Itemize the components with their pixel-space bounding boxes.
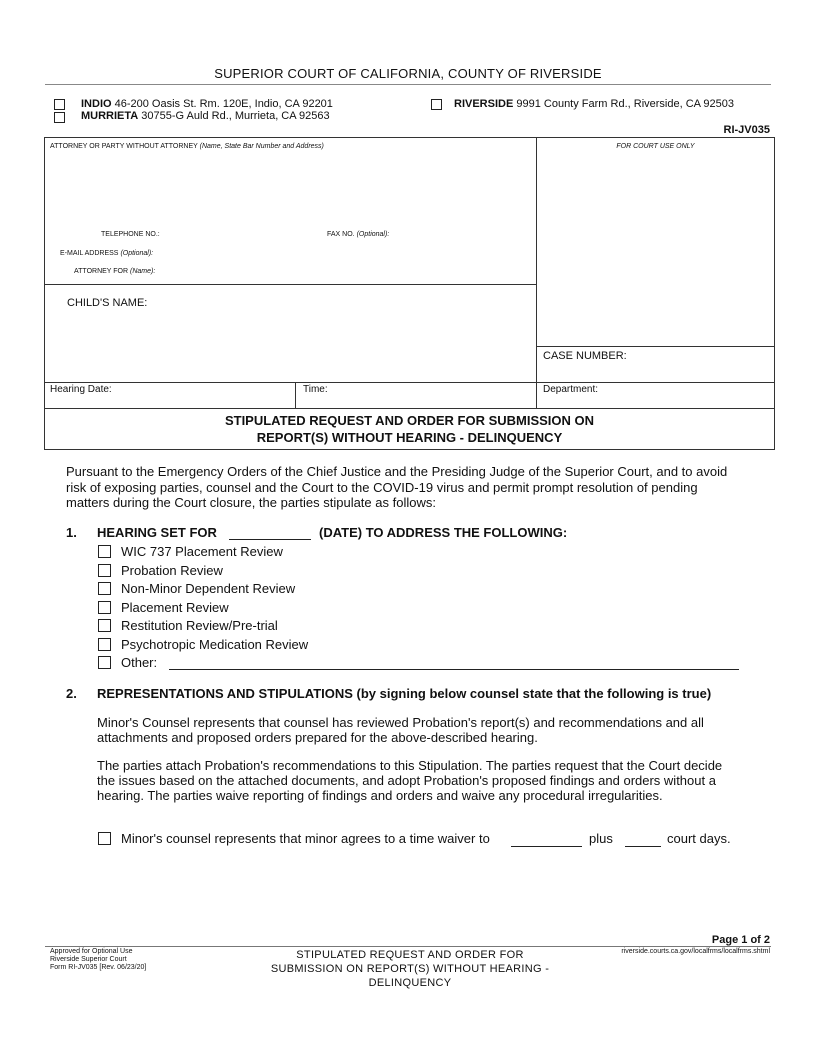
psychotropic-medication-checkbox[interactable] xyxy=(98,638,111,651)
email-field[interactable] xyxy=(172,246,530,260)
other-blank[interactable] xyxy=(169,669,739,670)
riverside-location: RIVERSIDE 9991 County Farm Rd., Riverside, CA 92503 xyxy=(454,98,735,110)
attorney-field[interactable] xyxy=(50,152,530,224)
attorney-label: ATTORNEY OR PARTY WITHOUT ATTORNEY (Name, State Bar Number and Address) xyxy=(50,143,324,150)
option-non-minor-dependent: Non-Minor Dependent Review xyxy=(121,581,296,596)
fax-label: FAX NO. (Optional): xyxy=(327,231,390,238)
footer-title-line1: STIPULATED REQUEST AND ORDER FOR xyxy=(296,949,524,961)
restitution-review-checkbox[interactable] xyxy=(98,619,111,632)
indio-location: INDIO 46-200 Oasis St. Rm. 120E, Indio, CA 92201 xyxy=(81,98,333,110)
hearing-date-blank[interactable] xyxy=(229,539,311,540)
option-placement-review: Placement Review xyxy=(121,600,229,615)
hearing-date-label: Hearing Date: xyxy=(50,384,112,395)
hearing-row-bottom xyxy=(44,408,775,409)
time-field[interactable] xyxy=(335,384,530,406)
section1-heading-suffix: (DATE) TO ADDRESS THE FOLLOWING: xyxy=(319,525,568,540)
attorney-for-label: ATTORNEY FOR (Name): xyxy=(74,268,156,275)
murrieta-location: MURRIETA 30755-G Auld Rd., Murrieta, CA 92563 xyxy=(81,110,330,122)
time-waiver-checkbox[interactable] xyxy=(98,832,111,845)
fax-field[interactable] xyxy=(400,227,530,241)
placement-review-checkbox[interactable] xyxy=(98,601,111,614)
court-days-blank[interactable] xyxy=(625,846,661,847)
court-use-bottom xyxy=(536,346,775,347)
waiver-suffix: court days. xyxy=(667,831,731,846)
hearing-date-field[interactable] xyxy=(120,384,290,406)
attorney-section-bottom xyxy=(44,284,536,285)
hearing-row-top xyxy=(44,382,775,383)
child-name-label: CHILD'S NAME: xyxy=(67,297,148,309)
footer-title-line3: DELINQUENCY xyxy=(368,977,452,989)
para1-line2: attachments and proposed orders prepared for the above-described hearing. xyxy=(97,730,538,745)
para2-line1: The parties attach Probation's recommendations to this Stipulation. The parties request that the Court decide xyxy=(97,758,723,773)
option-wic-737: WIC 737 Placement Review xyxy=(121,544,283,559)
email-label: E-MAIL ADDRESS (Optional): xyxy=(60,250,154,257)
approved-block xyxy=(50,948,146,972)
department-label: Department: xyxy=(543,384,599,395)
child-name-field[interactable] xyxy=(150,292,530,374)
indio-checkbox[interactable] xyxy=(54,99,65,110)
case-number-label: CASE NUMBER: xyxy=(543,350,627,362)
page-number: Page 1 of 2 xyxy=(711,934,770,946)
option-psychotropic-medication: Psychotropic Medication Review xyxy=(121,637,309,652)
intro-line2: risk of exposing parties, counsel and the Court to the COVID-19 virus and permit prompt resolution of pending xyxy=(66,480,698,495)
department-field[interactable] xyxy=(605,384,770,406)
footer-title xyxy=(240,948,580,990)
approved-line1: Approved for Optional Use xyxy=(50,948,133,955)
case-number-field[interactable] xyxy=(543,364,769,380)
section2-number: 2. xyxy=(66,686,77,701)
footer-title-line2: SUBMISSION ON REPORT(S) WITHOUT HEARING - xyxy=(270,963,550,975)
form-title-line1: STIPULATED REQUEST AND ORDER FOR SUBMISSION ON xyxy=(224,413,595,428)
approved-line3: Form RI-JV035 [Rev. 06/23/20] xyxy=(50,964,147,971)
section1-heading-prefix: HEARING SET FOR xyxy=(97,525,217,540)
court-title: SUPERIOR COURT OF CALIFORNIA, COUNTY OF RIVERSIDE xyxy=(214,66,602,81)
wic-737-checkbox[interactable] xyxy=(98,545,111,558)
waiver-plus: plus xyxy=(589,831,613,846)
court-use-label: FOR COURT USE ONLY xyxy=(616,143,695,150)
footer-url[interactable]: riverside.courts.ca.gov/localfrms/localfrms.shtml xyxy=(621,948,770,955)
form-title-line2: REPORT(S) WITHOUT HEARING - DELINQUENCY xyxy=(256,430,563,445)
other-checkbox[interactable] xyxy=(98,656,111,669)
option-probation-review: Probation Review xyxy=(121,563,223,578)
footer-divider xyxy=(45,946,771,947)
telephone-label: TELEPHONE NO.: xyxy=(101,231,160,238)
non-minor-dependent-checkbox[interactable] xyxy=(98,582,111,595)
intro-line3: matters during the Court closure, the parties stipulate as follows: xyxy=(66,495,436,510)
para2-line3: hearing. The parties waive reporting of findings and orders and waive any procedural irregularities. xyxy=(97,788,663,803)
time-label: Time: xyxy=(303,384,328,395)
option-restitution-review: Restitution Review/Pre-trial xyxy=(121,618,278,633)
murrieta-checkbox[interactable] xyxy=(54,112,65,123)
waiver-text: Minor's counsel represents that minor agrees to a time waiver to xyxy=(121,831,490,846)
probation-review-checkbox[interactable] xyxy=(98,564,111,577)
riverside-checkbox[interactable] xyxy=(431,99,442,110)
caption-divider-vertical xyxy=(536,137,537,408)
header-divider xyxy=(45,84,771,85)
telephone-field[interactable] xyxy=(172,227,312,241)
attorney-for-field[interactable] xyxy=(172,264,530,278)
section2-heading: REPRESENTATIONS AND STIPULATIONS (by signing below counsel state that the following is true) xyxy=(97,686,712,701)
para2-line2: the issues based on the attached documents, and adopt Probation's proposed findings and orders without a xyxy=(97,773,716,788)
option-other: Other: xyxy=(121,655,158,670)
approved-line2: Riverside Superior Court xyxy=(50,956,127,963)
para1-line1: Minor's Counsel represents that counsel has reviewed Probation's report(s) and recommendations and all xyxy=(97,715,704,730)
intro-line1: Pursuant to the Emergency Orders of the Chief Justice and the Presiding Judge of the Superior Court, and to avoid xyxy=(66,464,728,479)
form-number: RI-JV035 xyxy=(723,124,770,136)
section1-number: 1. xyxy=(66,525,77,540)
hearing-row-divider xyxy=(295,382,296,408)
waiver-days-blank[interactable] xyxy=(511,846,582,847)
